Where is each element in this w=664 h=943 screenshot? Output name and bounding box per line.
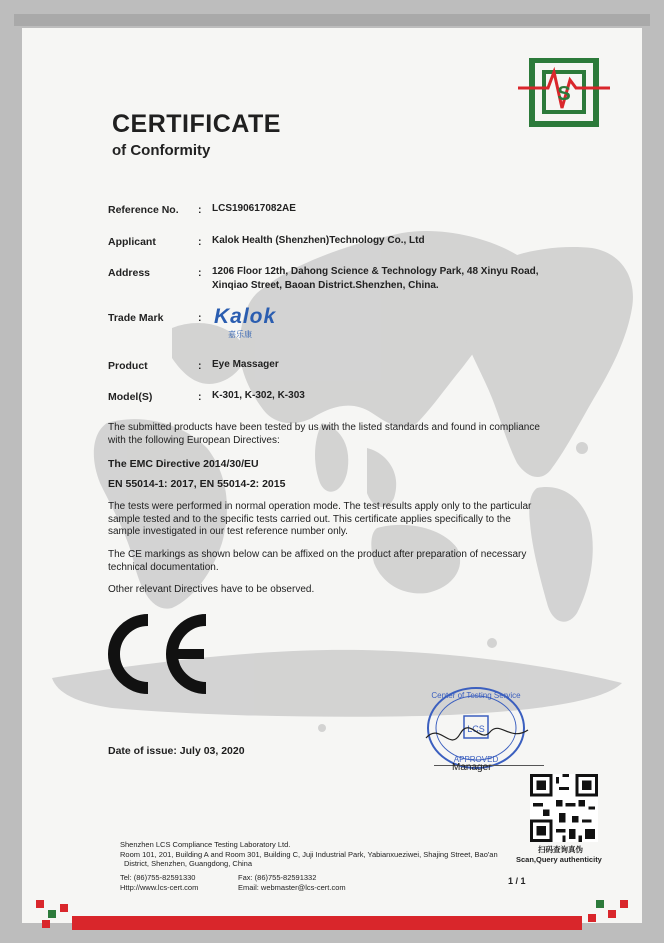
applicant-label: Applicant xyxy=(108,236,156,248)
svg-text:S: S xyxy=(557,83,571,105)
reference-value: LCS190617082AE xyxy=(212,203,296,214)
footer-tel: Tel: (86)755-82591330 xyxy=(120,873,196,882)
qr-code[interactable] xyxy=(530,774,598,842)
models-label: Model(S) xyxy=(108,391,153,403)
trademark-label: Trade Mark xyxy=(108,312,164,324)
decor-square xyxy=(620,900,628,908)
decor-square xyxy=(42,920,50,928)
approval-stamp xyxy=(420,682,530,774)
certificate-title: CERTIFICATE xyxy=(112,110,281,138)
ce-mark xyxy=(106,614,214,694)
footer-address1: Room 101, 201, Building A and Room 301, Building C, Juji Industrial Park, Yabianxueziwei, Shajing Street, Bao'an xyxy=(120,849,498,859)
colon: : xyxy=(198,360,202,372)
footer-company: Shenzhen LCS Compliance Testing Laboratory Ltd. xyxy=(120,840,291,849)
footer-address xyxy=(120,840,520,869)
test-paragraph: The tests were performed in normal operation mode. The test results apply only to the particular sample tested and to the specific tests carried out. This certificate applies specifically to the sample investigated in our test reference number only. xyxy=(108,501,532,537)
footer-fax: Fax: (86)755-82591332 xyxy=(238,873,317,882)
models-value: K-301, K-302, K-303 xyxy=(212,390,305,401)
frame-top-border xyxy=(14,14,650,26)
stamp-logo: LCS xyxy=(467,724,485,734)
qr-caption-en: Scan,Query authenticity xyxy=(516,855,602,864)
address-line2: Xinqiao Street, Baoan District.Shenzhen, China. xyxy=(212,280,439,291)
qr-caption-cn: 扫码查询真伪 xyxy=(538,845,583,854)
ce-marking-paragraph: The CE markings as shown below can be affixed on the product after preparation of necessary technical documentation. xyxy=(108,549,527,573)
colon: : xyxy=(198,312,202,324)
certificate-subtitle: of Conformity xyxy=(112,142,211,159)
colon: : xyxy=(198,236,202,248)
bottom-red-bar xyxy=(72,916,582,930)
stamp-top-text: Center of Testing Service xyxy=(431,691,521,700)
colon: : xyxy=(198,204,202,216)
other-directives-paragraph: Other relevant Directives have to be observed. xyxy=(108,584,315,595)
decor-square xyxy=(588,914,596,922)
footer-web[interactable]: Http://www.lcs-cert.com xyxy=(120,883,199,892)
page-number: 1 / 1 xyxy=(508,876,526,886)
address-line1: 1206 Floor 12th, Dahong Science & Technology Park, 48 Xinyu Road, xyxy=(212,266,539,277)
product-value: Eye Massager xyxy=(212,359,279,370)
applicant-value: Kalok Health (Shenzhen)Technology Co., Ltd xyxy=(212,235,425,246)
compliance-paragraph: The submitted products have been tested by us with the listed standards and found in compliance with the following European Directives: xyxy=(108,422,540,446)
directive-text: The EMC Directive 2014/30/EU xyxy=(108,458,259,470)
decor-square xyxy=(48,910,56,918)
kalok-logo: Kalok xyxy=(214,305,277,328)
product-label: Product xyxy=(108,360,148,372)
issue-date: Date of issue: July 03, 2020 xyxy=(108,745,245,757)
address-label: Address xyxy=(108,267,151,279)
lcs-logo xyxy=(518,58,610,128)
standards-text: EN 55014-1: 2017, EN 55014-2: 2015 xyxy=(108,478,286,490)
manager-label: Manager xyxy=(452,762,492,773)
decor-square xyxy=(608,910,616,918)
footer-email[interactable]: Email: webmaster@lcs-cert.com xyxy=(238,883,346,892)
decor-square xyxy=(36,900,44,908)
reference-label: Reference No. xyxy=(108,204,179,216)
decor-square xyxy=(60,904,68,912)
stamp-bottom-text: APPROVED xyxy=(453,755,499,764)
colon: : xyxy=(198,267,202,279)
kalok-logo-chinese: 嘉乐康 xyxy=(228,330,252,339)
footer-address2: District, Shenzhen, Guangdong, China xyxy=(124,859,252,868)
colon: : xyxy=(198,391,202,403)
decor-square xyxy=(596,900,604,908)
